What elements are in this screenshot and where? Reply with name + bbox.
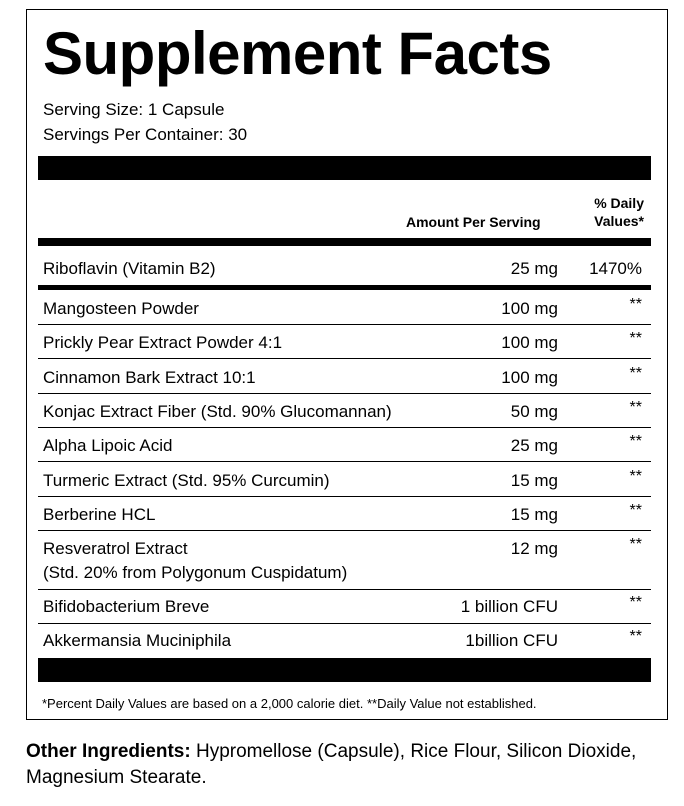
ingredient-amount: 1 billion CFU — [460, 597, 558, 616]
ingredient-daily-value: ** — [629, 330, 642, 347]
row-divider — [38, 496, 651, 497]
daily-value-footnote: *Percent Daily Values are based on a 2,000 calorie diet. **Daily Value not established. — [42, 696, 537, 711]
ingredient-name: Resveratrol Extract — [43, 539, 188, 558]
panel-title: Supplement Facts — [43, 20, 552, 87]
ingredient-name: Akkermansia Muciniphila — [43, 631, 232, 650]
other-ingredients-text: Hypromellose (Capsule), Rice Flour, Silicon Dioxide, Magnesium Stearate. — [26, 741, 637, 788]
row-divider — [38, 358, 651, 359]
ingredient-name: Prickly Pear Extract Powder 4:1 — [43, 333, 283, 352]
ingredient-name: Cinnamon Bark Extract 10:1 — [43, 368, 256, 387]
ingredient-daily-value: ** — [629, 296, 642, 313]
vitamin-name: Riboflavin (Vitamin B2) — [43, 259, 216, 278]
top-thick-bar — [38, 156, 651, 180]
header-thick-rule — [38, 238, 651, 246]
daily-values-header-line1: % Daily — [594, 195, 644, 211]
ingredient-daily-value: ** — [629, 536, 642, 553]
ingredient-daily-value: ** — [629, 433, 642, 450]
other-ingredients — [26, 739, 666, 791]
ingredient-name: Konjac Extract Fiber (Std. 90% Glucomannan) — [43, 402, 392, 421]
ingredient-amount: 100 mg — [501, 333, 558, 352]
servings-per-container: Servings Per Container: 30 — [43, 125, 248, 144]
ingredient-amount: 100 mg — [501, 299, 558, 318]
ingredient-amount: 100 mg — [501, 368, 558, 387]
ingredient-name: Alpha Lipoic Acid — [43, 436, 173, 455]
supplement-facts-panel — [26, 9, 668, 720]
ingredient-amount: 12 mg — [510, 539, 558, 558]
ingredient-daily-value: ** — [629, 365, 642, 382]
ingredient-daily-value: ** — [629, 594, 642, 611]
other-ingredients-label: Other Ingredients: — [26, 741, 191, 762]
ingredient-row — [38, 538, 651, 586]
ingredient-name: Bifidobacterium Breve — [43, 597, 210, 616]
ingredient-amount: 50 mg — [510, 402, 558, 421]
ingredient-amount: 15 mg — [510, 471, 558, 490]
ingredient-daily-value: ** — [629, 468, 642, 485]
daily-values-header-line2: Values* — [594, 213, 644, 229]
row-divider — [38, 324, 651, 325]
ingredient-name: Mangosteen Powder — [43, 299, 199, 318]
vitamin-amount: 25 mg — [510, 259, 558, 278]
ingredient-name: Berberine HCL — [43, 505, 156, 524]
amount-per-serving-header: Amount Per Serving — [406, 214, 541, 230]
ingredient-amount: 25 mg — [510, 436, 558, 455]
row-divider — [38, 427, 651, 428]
ingredient-amount: 1billion CFU — [465, 631, 558, 650]
row-divider — [38, 623, 651, 624]
row-divider — [38, 530, 651, 531]
serving-size: Serving Size: 1 Capsule — [43, 100, 225, 119]
ingredient-daily-value: ** — [629, 502, 642, 519]
row-divider — [38, 461, 651, 462]
ingredient-name: Turmeric Extract (Std. 95% Curcumin) — [43, 471, 330, 490]
vitamin-thick-rule — [38, 285, 651, 290]
ingredient-name-line2: (Std. 20% from Polygonum Cuspidatum) — [43, 563, 348, 582]
ingredient-amount: 15 mg — [510, 505, 558, 524]
ingredient-daily-value: ** — [629, 628, 642, 645]
row-divider — [38, 589, 651, 590]
bottom-thick-bar — [38, 658, 651, 682]
ingredient-daily-value: ** — [629, 399, 642, 416]
vitamin-daily-value: 1470% — [589, 259, 642, 278]
row-divider — [38, 393, 651, 394]
